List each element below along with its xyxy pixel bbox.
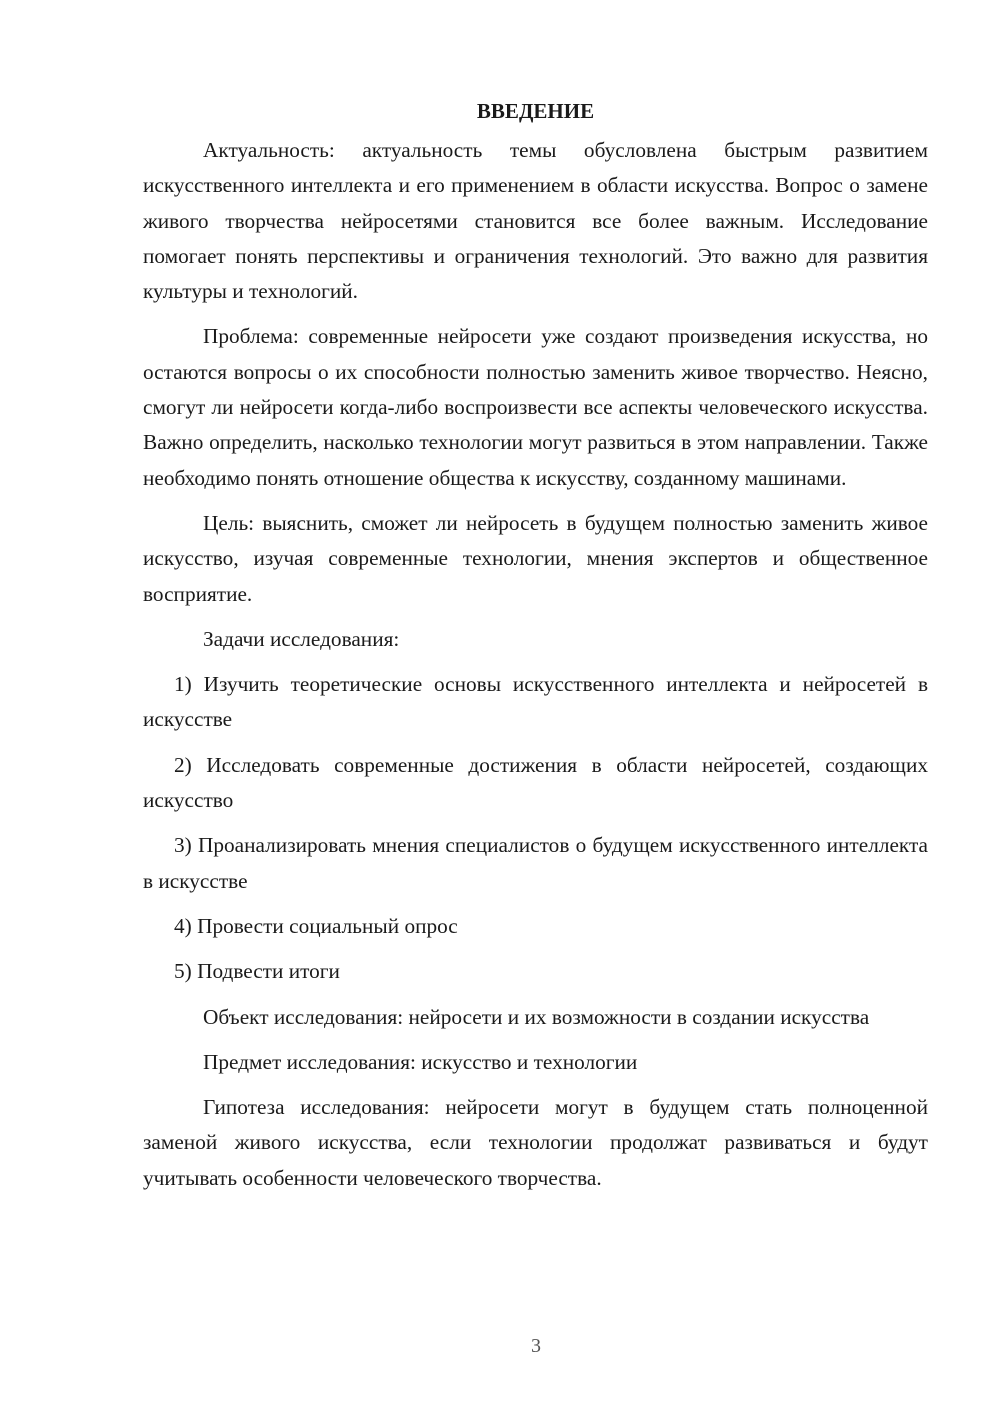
problem-paragraph: Проблема: современные нейросети уже создают произведения искусства, но остаются вопросы о их способности полностью заменить живое творчество. Неясно, смогут ли нейросети когда-либо воспроизвести все аспекты человеческого искусства. Важно определить, насколько технологии могут развиться в этом направлении. Также необходимо понять отношение общества к искусству, созданному машинами. bbox=[143, 324, 928, 490]
task-item-1: 1) Изучить теоретические основы искусственного интеллекта и нейросетей в искусстве bbox=[143, 672, 928, 732]
task-item-5: 5) Подвести итоги bbox=[174, 959, 340, 984]
task-item-4: 4) Провести социальный опрос bbox=[174, 913, 458, 938]
page-body bbox=[143, 93, 928, 1196]
section-heading: ВВЕДЕНИЕ bbox=[476, 99, 595, 123]
task-item-3: 3) Проанализировать мнения специалистов о будущем искусственного интеллекта в искусстве bbox=[143, 833, 928, 893]
page-number: 3 bbox=[531, 1335, 541, 1357]
tasks-heading: Задачи исследования: bbox=[203, 626, 400, 651]
subject-paragraph: Предмет исследования: искусство и технологии bbox=[203, 1049, 638, 1074]
relevance-paragraph: Актуальность: актуальность темы обусловлена быстрым развитием искусственного интеллекта и его применением в области искусства. Вопрос о замене живого творчества нейросетями становится все более важным. Исследование помогает понять перспективы и ограничения технологий. Это важно для развития культуры и технологий. bbox=[143, 138, 928, 304]
goal-paragraph: Цель: выяснить, сможет ли нейросеть в будущем полностью заменить живое искусство, изучая современные технологии, мнения экспертов и общественное восприятие. bbox=[143, 510, 928, 606]
object-paragraph: Объект исследования: нейросети и их возможности в создании искусства bbox=[203, 1004, 870, 1029]
hypothesis-paragraph: Гипотеза исследования: нейросети могут в будущем стать полноценной заменой живого искусства, если технологии продолжат развиваться и будут учитывать особенности человеческого творчества. bbox=[143, 1095, 928, 1190]
task-item-2: 2) Исследовать современные достижения в области нейросетей, создающих искусство bbox=[143, 752, 928, 813]
